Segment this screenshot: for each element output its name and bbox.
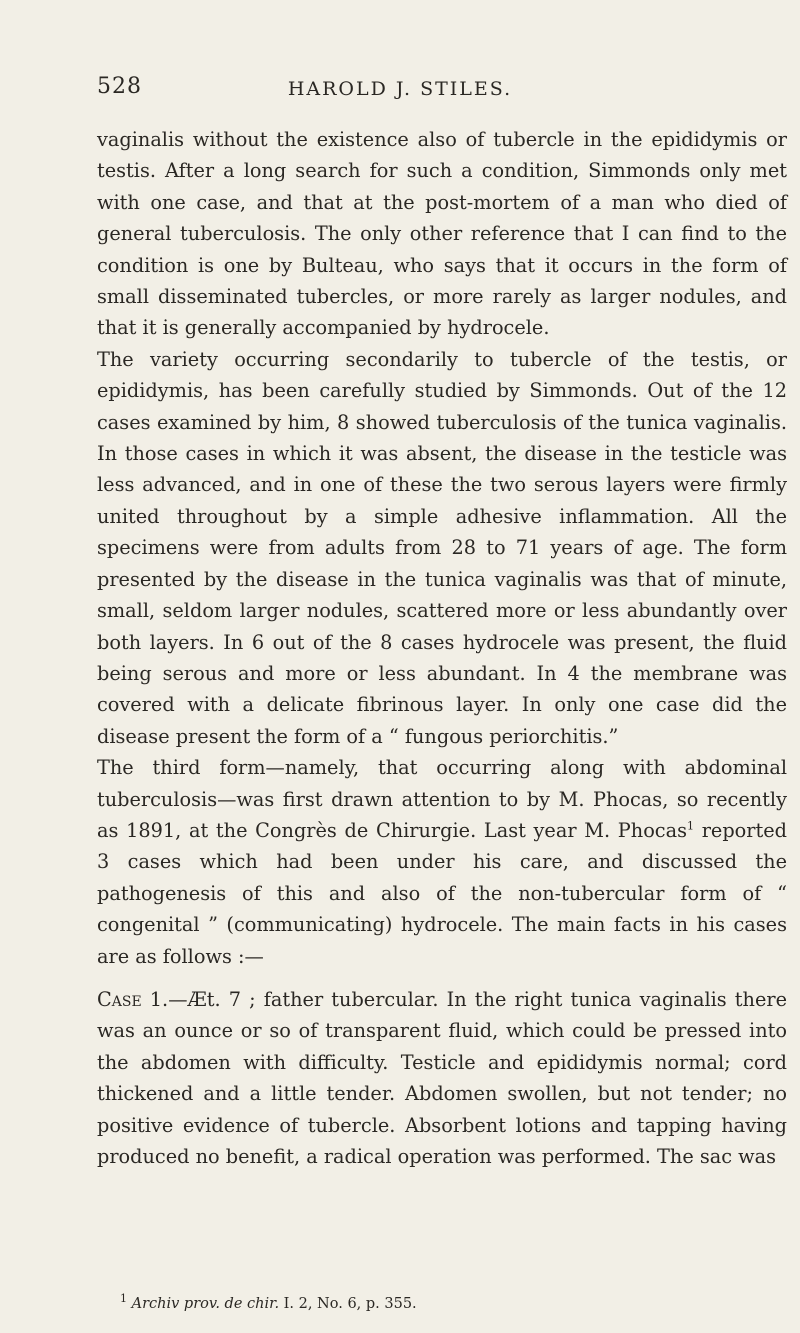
paragraph-2: The variety occurring secondarily to tubercle of the testis, or epididymis, has been carefully studied by Simmonds. Out of the 12 cases examined by him, 8 showed tuberculosis of the tunica vaginalis. In those cases in which it was absent, the disease in the testicle was less advanced, and in one of these the two serous layers were firmly united throughout by a simple adhesive inflammation. All the specimens were from adults from 28 to 71 years of age. The form presented by the disease in the tunica vaginalis was that of minute, small, seldom larger nodules, scattered more or less abundantly over both layers. In 6 out of the 8 cases hydrocele was present, the fluid being serous and more or less abundant. In 4 the membrane was covered with a delicate fibrinous layer. In only one case did the disease present the form of a “ fungous periorchitis.” <box>97 347 787 748</box>
footnote <box>120 1294 780 1314</box>
case-1-text: —Æt. 7 ; father tubercular. In the right tunica vaginalis there was an ounce or so of transparent fluid, which could be pressed into the abdomen with difficulty. Testicle and epididymis normal; cord thickened and a little tender. Abdomen swollen, but not tender; no positive evidence of tubercle. Absorbent lotions and tapping having produced no benefit, a radical operation was performed. The sac was <box>97 987 787 1168</box>
footnote-marker: 1 <box>120 1292 127 1306</box>
paragraph-3-text-b: reported 3 cases which had been under his care, and discussed the pathogenesis of this and also of the non-tubercular form of “ congenital ” (communicating) hydrocele. The main facts in his cases are as follows :— <box>97 818 787 968</box>
case-1-label: Case 1. <box>97 987 169 1011</box>
paragraph-3 <box>97 752 787 972</box>
page-header <box>0 74 800 114</box>
case-1-paragraph <box>97 984 787 1172</box>
footnote-citation: I. 2, No. 6, p. 355. <box>279 1296 417 1312</box>
page-number: 528 <box>97 74 142 99</box>
body-text <box>97 124 787 1172</box>
footnote-source: Archiv prov. de chir. <box>131 1296 280 1312</box>
paragraph-3-text-a: The third form—namely, that occurring along with abdominal tuberculosis—was first drawn attention to by M. Phocas, so recently as 1891, at the Congrès de Chirurgie. Last year M. Phocas <box>97 756 787 842</box>
paragraph-1: vaginalis without the existence also of tubercle in the epididymis or testis. After a long search for such a condition, Simmonds only met with one case, and that at the post-mortem of a man who died of general tuberculosis. The only other reference that I can find to the condition is one by Bulteau, who says that it occurs in the form of small disseminated tubercles, or more rarely as larger nodules, and that it is generally accompanied by hydrocele. <box>97 128 787 340</box>
footnote-reference: 1 <box>687 819 694 833</box>
running-head: HAROLD J. STILES. <box>287 78 513 100</box>
